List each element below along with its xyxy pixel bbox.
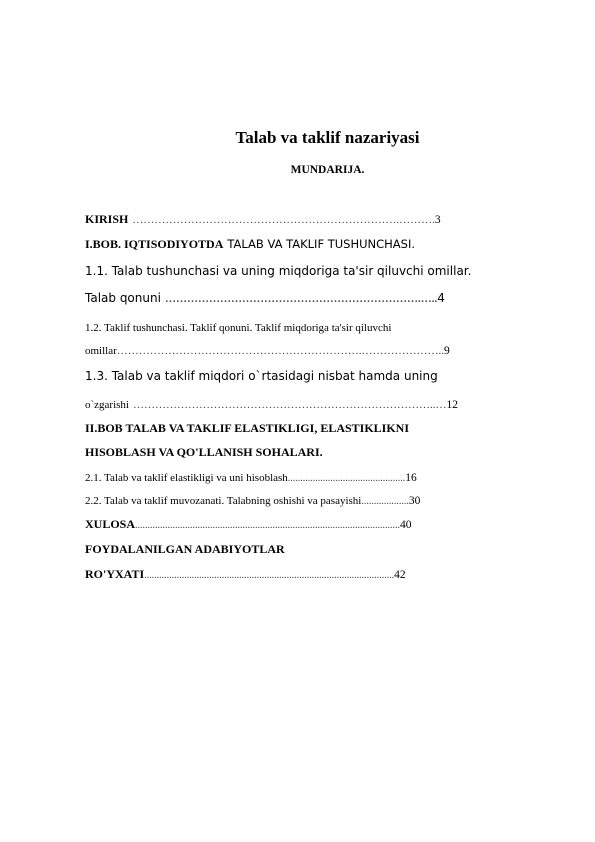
toc-page-number: 9 [444,345,450,357]
toc-entry-kirish [85,210,441,228]
toc-entry-label: 1.3. Talab va taklif miqdori o`rtasidagi nisbat hamda uning [85,369,438,383]
toc-leader-dots: …………………………………………………………….….. [164,293,438,305]
toc-entry-chapter-2-cont [85,443,323,461]
toc-leader-dots: ............................................... [287,473,406,484]
toc-entry-label: 2.2. Talab va taklif muvozanati. Talabning oshishi va pasayishi [85,495,362,507]
toc-entry-chapter-1 [85,235,415,253]
toc-entry-label: KIRISH [85,212,129,226]
toc-entry-section-2-2 [85,491,420,509]
toc-entry-label: o`zgarishi [85,399,129,411]
toc-entry-label: 1.2. Taklif tushunchasi. Taklif qonuni. Taklif miqdoriga ta'sir qiluvchi [85,322,392,334]
toc-leader-dots: .......................................................................................................... [135,520,401,531]
toc-page-number: 16 [405,472,417,484]
toc-entry-xulosa [85,515,412,533]
toc-leader-dots: ……………………………………………………………….………. [132,214,435,226]
toc-entry-section-1-2-cont [85,341,450,359]
toc-page-number: 30 [408,495,421,507]
toc-entry-section-2-1 [85,468,417,486]
toc-entry-label: II.BOB TALAB VA TAKLIF ELASTIKLIGI, ELASTIKLIKNI [85,421,410,435]
toc-page-number: 12 [446,399,458,411]
toc-leader-dots: ................... [361,496,409,507]
toc-entry-label: 2.1. Talab va taklif elastikligi va uni hisoblash [85,472,288,484]
document-title: Talab va taklif nazariyasi [235,128,420,147]
toc-entry-chapter-2 [85,419,409,437]
toc-leader-dots: ………………………………………………………………………..… [132,399,447,411]
toc-entry-label: 1.1. Talab tushunchasi va uning miqdoriga ta'sir qiluvchi omillar. [85,264,472,278]
toc-entry-section-1-1 [85,262,471,280]
toc-entry-section-1-1-cont [85,289,445,307]
toc-entry-label: HISOBLASH VA QO'LLANISH SOHALARI. [85,445,323,459]
toc-page-number: 42 [394,569,406,581]
toc-heading: MUNDARIJA. [290,164,365,176]
toc-entry-label: TALAB VA TAKLIF TUSHUNCHASI. [227,237,416,251]
toc-entry-label: I.BOB. IQTISODIYOTDA [85,237,224,251]
toc-entry-bibliography-cont [85,565,406,583]
toc-leader-dots: ………………………………………………………….………………….. [116,345,445,357]
toc-entry-section-1-2 [85,318,391,336]
toc-entry-section-1-3-cont [85,395,458,413]
toc-entry-label: FOYDALANILGAN ADABIYOTLAR [85,542,285,556]
toc-entry-label: XULOSA [85,517,136,531]
toc-entry-label: Talab qonuni [85,291,161,305]
toc-page-number: 40 [400,519,412,531]
toc-entry-section-1-3 [85,367,438,385]
toc-page-number: 3 [434,214,441,226]
toc-page-number: 4 [437,291,445,305]
toc-entry-label: omillar [85,345,117,357]
toc-entry-label: RO'YXATI [85,567,145,581]
toc-leader-dots: .................................................................................................... [144,570,395,581]
toc-entry-bibliography [85,540,285,558]
